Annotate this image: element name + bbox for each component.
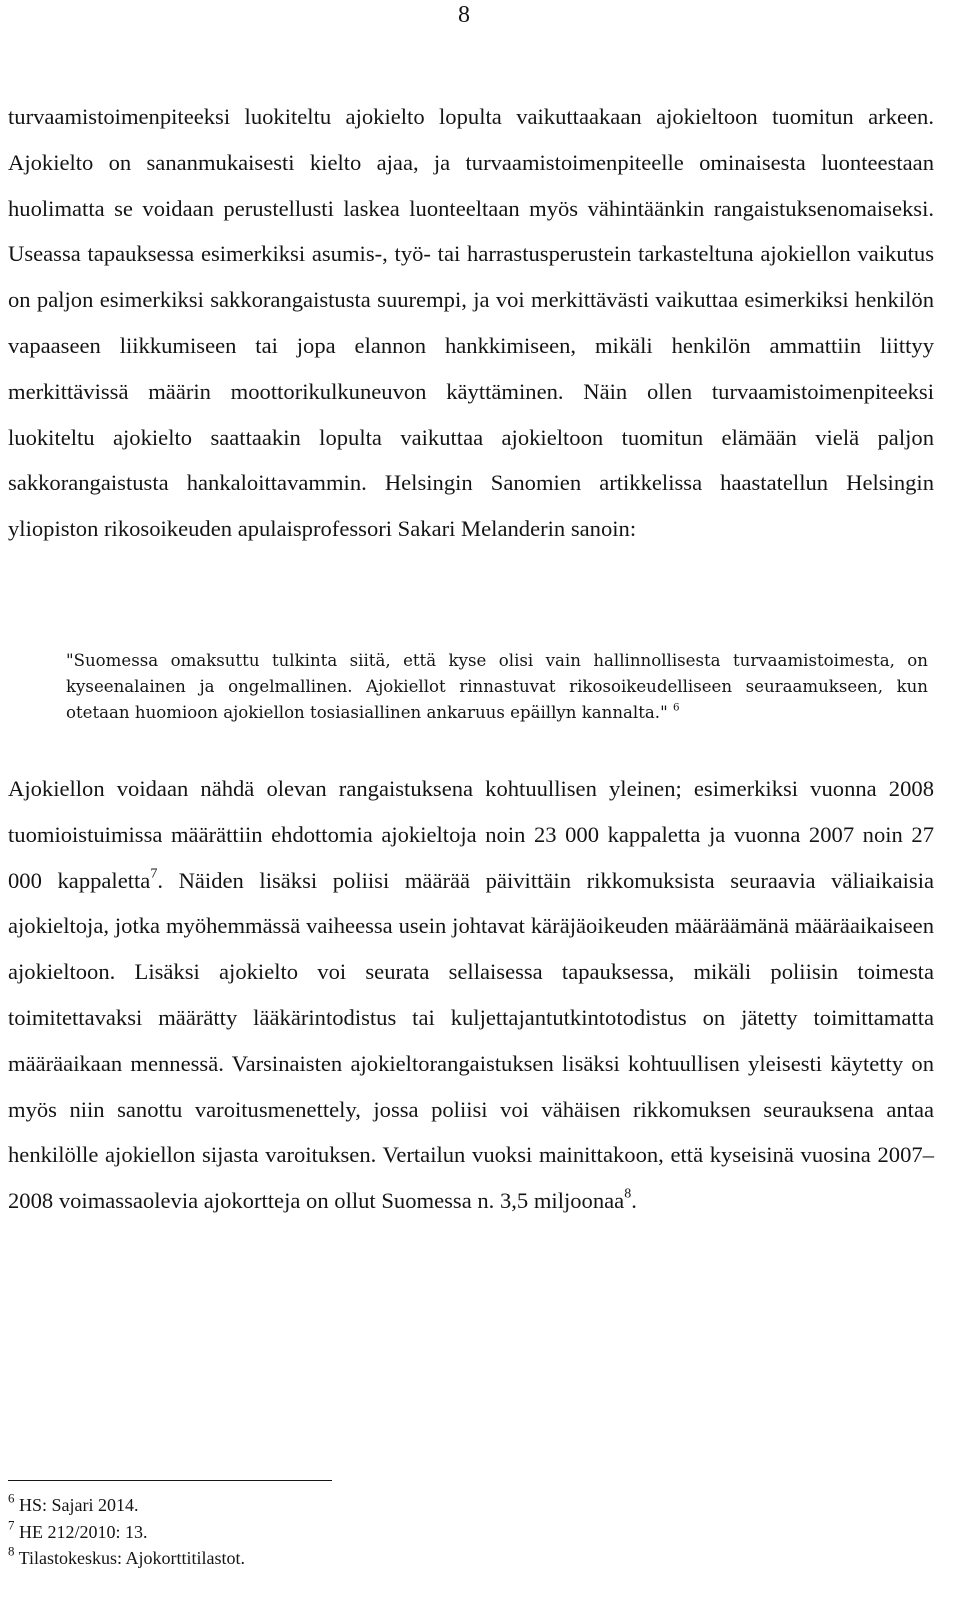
footnotes (8, 1492, 245, 1572)
footnote-text: HE 212/2010: 13. (18, 1521, 148, 1542)
footnote-number: 8 (8, 1543, 15, 1559)
paragraph2-part1: Ajokiellon voidaan nähdä olevan rangaistuksena kohtuullisen yleinen; esimerkiksi vuonna 2008 tuomioistuimissa määrättiin ehdottomia ajokieltoja noin 23 000 kappaletta ja vuonna 2007 noin 27 000 kappaletta (8, 776, 934, 893)
quote-text: "Suomessa omaksuttu tulkinta siitä, että kyse olisi vain hallinnollisesta turvaamistoimesta, on kyseenalainen ja ongelmallinen. Ajokiellot rinnastuvat rikosoikeudelliseen seuraamukseen, kun otetaan huomioon ajokiellon tosiasiallinen ankaruus epäillyn kannalta." (66, 651, 928, 722)
footnote-ref-6: 6 (673, 701, 680, 714)
body-paragraph-2 (8, 766, 934, 1224)
footnote-number: 7 (8, 1517, 15, 1533)
footnote (8, 1519, 245, 1546)
footnote-text: Tilastokeskus: Ajokorttitilastot. (18, 1548, 246, 1568)
footnote-text: HS: Sajari 2014. (18, 1495, 139, 1515)
paragraph2-part3: . (631, 1188, 637, 1214)
footnote-number: 6 (8, 1490, 15, 1506)
footnote-separator (8, 1480, 332, 1481)
page-number: 8 (458, 2, 470, 28)
footnote (8, 1545, 245, 1572)
footnote (8, 1492, 245, 1519)
footnote-ref-7: 7 (150, 866, 158, 882)
body-paragraph-1: turvaamistoimenpiteeksi luokiteltu ajokielto lopulta vaikuttaakaan ajokieltoon tuomitun arkeen. Ajokielto on sananmukaisesti kielto ajaa, ja turvaamistoimenpiteelle ominaisesta luonteestaan huolimatta se voidaan perustellusti laskea luonteeltaan myös vähintäänkin rangaistuksenomaiseksi. Useassa tapauksessa esimerkiksi asumis-, työ- tai harrastusperustein tarkasteltuna ajokiellon vaikutus on paljon esimerkiksi sakkorangaistusta suurempi, ja voi merkittävästi vaikuttaa esimerkiksi henkilön vapaaseen liikkumiseen tai jopa elannon hankkimiseen, mikäli henkilön ammattiin liittyy merkittävissä määrin moottorikulkuneuvon käyttäminen. Näin ollen turvaamistoimenpiteeksi luokiteltu ajokielto saattaakin lopulta vaikuttaa ajokieltoon tuomitun elämään vielä paljon sakkorangaistusta hankaloittavammin. Helsingin Sanomien artikkelissa haastatellun Helsingin yliopiston rikosoikeuden apulaisprofessori Sakari Melanderin sanoin: (8, 104, 934, 542)
block-quote (66, 648, 928, 726)
paragraph2-part2: . Näiden lisäksi poliisi määrää päivittäin rikkomuksista seuraavia väliaikaisia ajokieltoja, jotka myöhemmässä vaiheessa usein johtavat käräjäoikeuden määräämänä määräaikaiseen ajokieltoon. Lisäksi ajokielto voi seurata sellaisessa tapauksessa, mikäli poliisin toimesta toimitettavaksi määrätty lääkärintodistus tai kuljettajantutkintotodistus on jätetty toimittamatta määräaikaan mennessä. Varsinaisten ajokieltorangaistuksen lisäksi kohtuullisen yleisesti käytetty on myös niin sanottu varoitusmenettely, jossa poliisi voi vähäisen rikkomuksen seurauksena antaa henkilölle ajokiellon sijasta varoituksen. Vertailun vuoksi mainittakoon, että kyseisinä vuosina 2007–2008 voimassaolevia ajokortteja on ollut Suomessa n. 3,5 miljoonaa (8, 867, 934, 1214)
footnote-ref-8: 8 (624, 1186, 632, 1202)
